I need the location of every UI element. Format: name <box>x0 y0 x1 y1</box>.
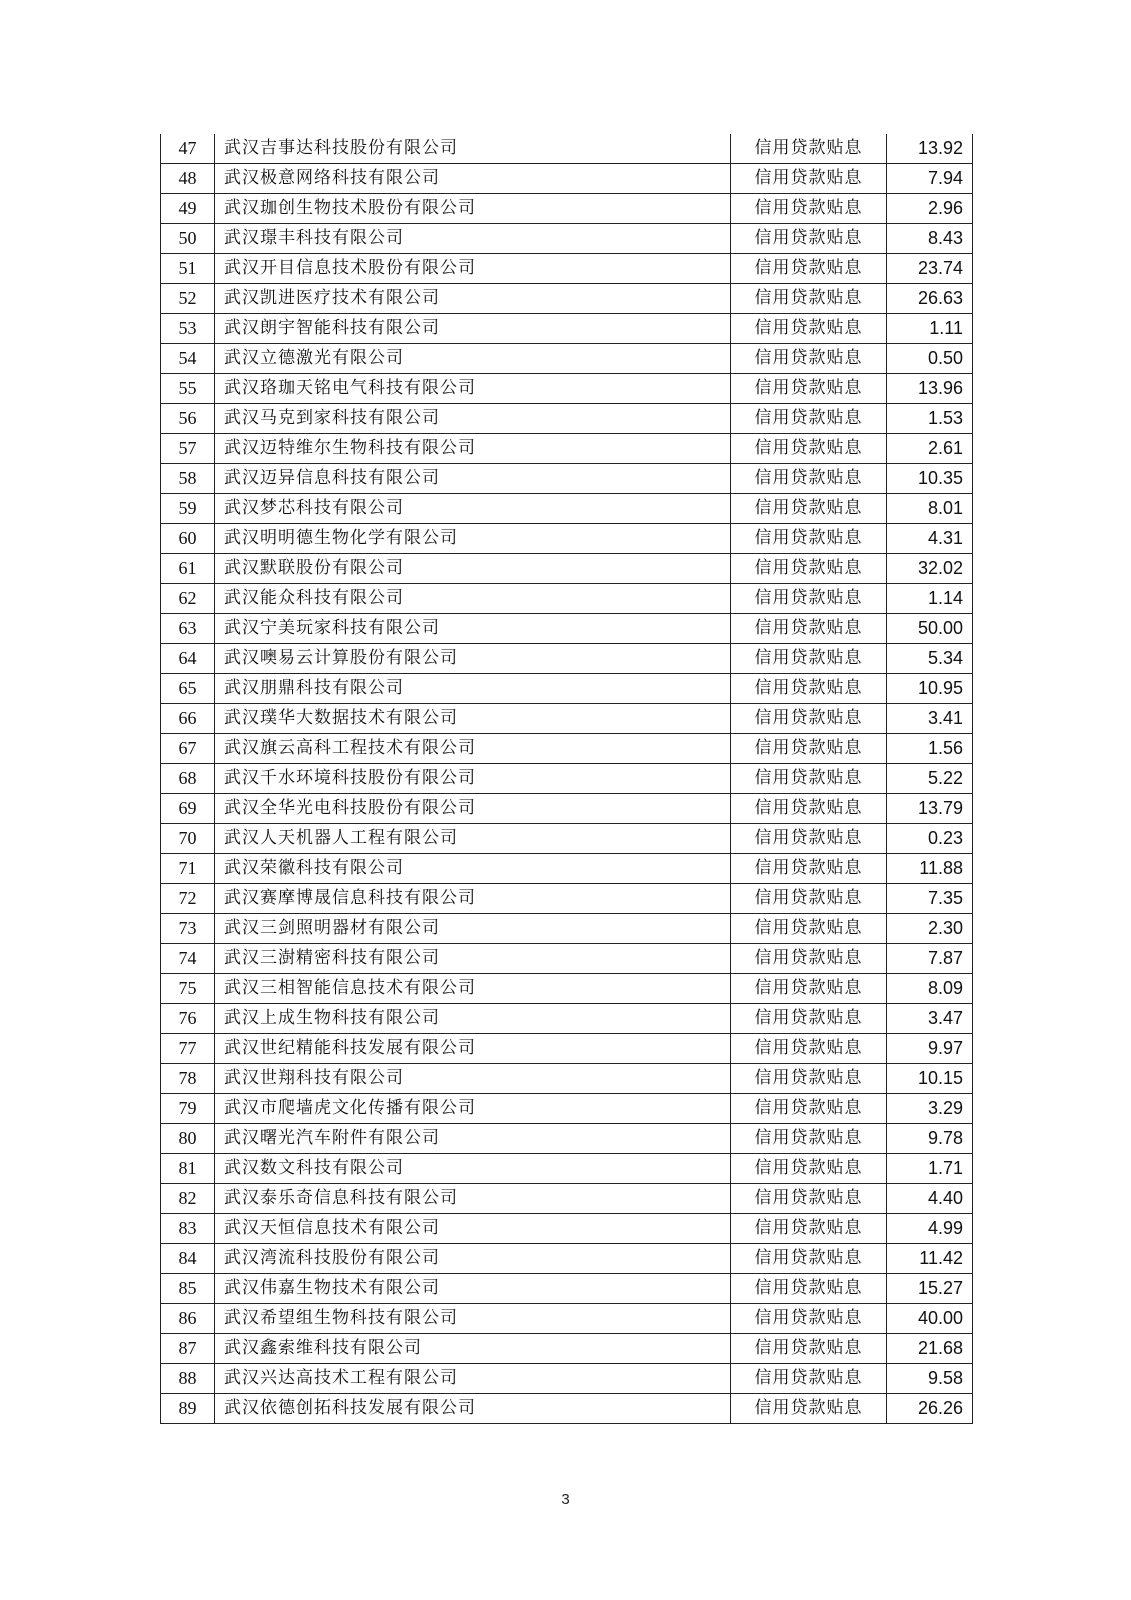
company-name-cell: 武汉迈异信息科技有限公司 <box>215 464 731 494</box>
subsidy-type-cell: 信用贷款贴息 <box>731 764 887 794</box>
row-index-cell: 87 <box>161 1334 215 1364</box>
subsidy-type-cell: 信用贷款贴息 <box>731 1304 887 1334</box>
amount-cell: 8.09 <box>887 974 973 1004</box>
subsidy-type-cell: 信用贷款贴息 <box>731 1124 887 1154</box>
amount-cell: 23.74 <box>887 254 973 284</box>
company-name-cell: 武汉曙光汽车附件有限公司 <box>215 1124 731 1154</box>
row-index-cell: 57 <box>161 434 215 464</box>
company-name-cell: 武汉三相智能信息技术有限公司 <box>215 974 731 1004</box>
table-row <box>161 344 973 374</box>
subsidy-type-cell: 信用贷款贴息 <box>731 1064 887 1094</box>
subsidy-type-cell: 信用贷款贴息 <box>731 794 887 824</box>
amount-cell: 2.61 <box>887 434 973 464</box>
amount-cell: 1.14 <box>887 584 973 614</box>
subsidy-type-cell: 信用贷款贴息 <box>731 734 887 764</box>
subsidy-type-cell: 信用贷款贴息 <box>731 1184 887 1214</box>
table-row <box>161 494 973 524</box>
subsidy-type-cell: 信用贷款贴息 <box>731 1274 887 1304</box>
table-row <box>161 1154 973 1184</box>
amount-cell: 7.35 <box>887 884 973 914</box>
subsidy-type-cell: 信用贷款贴息 <box>731 644 887 674</box>
amount-cell: 9.58 <box>887 1364 973 1394</box>
subsidy-type-cell: 信用贷款贴息 <box>731 404 887 434</box>
company-name-cell: 武汉三澍精密科技有限公司 <box>215 944 731 974</box>
company-name-cell: 武汉吉事达科技股份有限公司 <box>215 134 731 164</box>
table-row <box>161 554 973 584</box>
amount-cell: 13.79 <box>887 794 973 824</box>
amount-cell: 1.53 <box>887 404 973 434</box>
company-name-cell: 武汉世翔科技有限公司 <box>215 1064 731 1094</box>
subsidy-type-cell: 信用贷款贴息 <box>731 1364 887 1394</box>
company-name-cell: 武汉兴达高技术工程有限公司 <box>215 1364 731 1394</box>
company-name-cell: 武汉梦芯科技有限公司 <box>215 494 731 524</box>
table-row <box>161 764 973 794</box>
table-row <box>161 314 973 344</box>
table-row <box>161 194 973 224</box>
table-row <box>161 284 973 314</box>
subsidy-type-cell: 信用贷款贴息 <box>731 704 887 734</box>
company-name-cell: 武汉朋鼎科技有限公司 <box>215 674 731 704</box>
company-name-cell: 武汉全华光电科技股份有限公司 <box>215 794 731 824</box>
row-index-cell: 71 <box>161 854 215 884</box>
table-row <box>161 644 973 674</box>
row-index-cell: 86 <box>161 1304 215 1334</box>
company-name-cell: 武汉极意网络科技有限公司 <box>215 164 731 194</box>
row-index-cell: 58 <box>161 464 215 494</box>
subsidy-type-cell: 信用贷款贴息 <box>731 194 887 224</box>
company-name-cell: 武汉珈创生物技术股份有限公司 <box>215 194 731 224</box>
company-name-cell: 武汉上成生物科技有限公司 <box>215 1004 731 1034</box>
company-name-cell: 武汉迈特维尔生物科技有限公司 <box>215 434 731 464</box>
table-row <box>161 1004 973 1034</box>
subsidy-type-cell: 信用贷款贴息 <box>731 614 887 644</box>
subsidy-type-cell: 信用贷款贴息 <box>731 1244 887 1274</box>
amount-cell: 4.40 <box>887 1184 973 1214</box>
table-row <box>161 1304 973 1334</box>
row-index-cell: 78 <box>161 1064 215 1094</box>
amount-cell: 40.00 <box>887 1304 973 1334</box>
row-index-cell: 85 <box>161 1274 215 1304</box>
subsidy-type-cell: 信用贷款贴息 <box>731 374 887 404</box>
row-index-cell: 51 <box>161 254 215 284</box>
row-index-cell: 56 <box>161 404 215 434</box>
row-index-cell: 67 <box>161 734 215 764</box>
table-row <box>161 434 973 464</box>
row-index-cell: 76 <box>161 1004 215 1034</box>
table-row <box>161 1274 973 1304</box>
company-name-cell: 武汉明明德生物化学有限公司 <box>215 524 731 554</box>
table-row <box>161 1394 973 1424</box>
subsidy-type-cell: 信用贷款贴息 <box>731 344 887 374</box>
table-row <box>161 974 973 1004</box>
row-index-cell: 50 <box>161 224 215 254</box>
company-name-cell: 武汉市爬墙虎文化传播有限公司 <box>215 1094 731 1124</box>
row-index-cell: 62 <box>161 584 215 614</box>
row-index-cell: 61 <box>161 554 215 584</box>
amount-cell: 10.35 <box>887 464 973 494</box>
row-index-cell: 69 <box>161 794 215 824</box>
amount-cell: 1.71 <box>887 1154 973 1184</box>
row-index-cell: 64 <box>161 644 215 674</box>
row-index-cell: 88 <box>161 1364 215 1394</box>
row-index-cell: 48 <box>161 164 215 194</box>
subsidy-type-cell: 信用贷款贴息 <box>731 554 887 584</box>
table-row <box>161 854 973 884</box>
table-body <box>161 134 973 1424</box>
table-row <box>161 1214 973 1244</box>
table-row <box>161 824 973 854</box>
amount-cell: 4.31 <box>887 524 973 554</box>
company-name-cell: 武汉开目信息技术股份有限公司 <box>215 254 731 284</box>
amount-cell: 2.96 <box>887 194 973 224</box>
amount-cell: 8.01 <box>887 494 973 524</box>
company-name-cell: 武汉三剑照明器材有限公司 <box>215 914 731 944</box>
row-index-cell: 79 <box>161 1094 215 1124</box>
table-row <box>161 1094 973 1124</box>
table-row <box>161 464 973 494</box>
amount-cell: 11.88 <box>887 854 973 884</box>
page-number: 3 <box>561 1491 570 1508</box>
amount-cell: 1.11 <box>887 314 973 344</box>
row-index-cell: 54 <box>161 344 215 374</box>
company-name-cell: 武汉伟嘉生物技术有限公司 <box>215 1274 731 1304</box>
amount-cell: 9.78 <box>887 1124 973 1154</box>
row-index-cell: 55 <box>161 374 215 404</box>
table-row <box>161 674 973 704</box>
subsidy-type-cell: 信用贷款贴息 <box>731 1214 887 1244</box>
subsidy-type-cell: 信用贷款贴息 <box>731 434 887 464</box>
subsidy-type-cell: 信用贷款贴息 <box>731 914 887 944</box>
row-index-cell: 84 <box>161 1244 215 1274</box>
company-name-cell: 武汉马克到家科技有限公司 <box>215 404 731 434</box>
subsidy-type-cell: 信用贷款贴息 <box>731 584 887 614</box>
amount-cell: 0.23 <box>887 824 973 854</box>
amount-cell: 11.42 <box>887 1244 973 1274</box>
amount-cell: 7.94 <box>887 164 973 194</box>
subsidy-type-cell: 信用贷款贴息 <box>731 1094 887 1124</box>
subsidy-type-cell: 信用贷款贴息 <box>731 314 887 344</box>
subsidy-type-cell: 信用贷款贴息 <box>731 824 887 854</box>
company-name-cell: 武汉珞珈天铭电气科技有限公司 <box>215 374 731 404</box>
subsidy-type-cell: 信用贷款贴息 <box>731 224 887 254</box>
subsidy-type-cell: 信用贷款贴息 <box>731 284 887 314</box>
table-row <box>161 1064 973 1094</box>
table-row <box>161 254 973 284</box>
row-index-cell: 53 <box>161 314 215 344</box>
subsidy-type-cell: 信用贷款贴息 <box>731 884 887 914</box>
row-index-cell: 66 <box>161 704 215 734</box>
amount-cell: 1.56 <box>887 734 973 764</box>
subsidy-type-cell: 信用贷款贴息 <box>731 674 887 704</box>
amount-cell: 26.26 <box>887 1394 973 1424</box>
company-name-cell: 武汉宁美玩家科技有限公司 <box>215 614 731 644</box>
amount-cell: 7.87 <box>887 944 973 974</box>
amount-cell: 4.99 <box>887 1214 973 1244</box>
amount-cell: 10.15 <box>887 1064 973 1094</box>
table-row <box>161 224 973 254</box>
amount-cell: 32.02 <box>887 554 973 584</box>
company-name-cell: 武汉赛摩博晟信息科技有限公司 <box>215 884 731 914</box>
amount-cell: 3.41 <box>887 704 973 734</box>
row-index-cell: 52 <box>161 284 215 314</box>
company-name-cell: 武汉朗宇智能科技有限公司 <box>215 314 731 344</box>
amount-cell: 0.50 <box>887 344 973 374</box>
subsidy-type-cell: 信用贷款贴息 <box>731 1154 887 1184</box>
subsidy-type-cell: 信用贷款贴息 <box>731 944 887 974</box>
row-index-cell: 89 <box>161 1394 215 1424</box>
table-row <box>161 134 973 164</box>
row-index-cell: 49 <box>161 194 215 224</box>
row-index-cell: 83 <box>161 1214 215 1244</box>
subsidy-type-cell: 信用贷款贴息 <box>731 164 887 194</box>
table-row <box>161 524 973 554</box>
subsidy-type-cell: 信用贷款贴息 <box>731 134 887 164</box>
company-name-cell: 武汉湾流科技股份有限公司 <box>215 1244 731 1274</box>
table-row <box>161 584 973 614</box>
table-row <box>161 614 973 644</box>
amount-cell: 5.34 <box>887 644 973 674</box>
subsidy-type-cell: 信用贷款贴息 <box>731 254 887 284</box>
company-name-cell: 武汉千水环境科技股份有限公司 <box>215 764 731 794</box>
amount-cell: 3.29 <box>887 1094 973 1124</box>
table-row <box>161 1124 973 1154</box>
table-row <box>161 404 973 434</box>
table-row <box>161 374 973 404</box>
table-row <box>161 1244 973 1274</box>
amount-cell: 15.27 <box>887 1274 973 1304</box>
row-index-cell: 59 <box>161 494 215 524</box>
company-name-cell: 武汉数文科技有限公司 <box>215 1154 731 1184</box>
company-name-cell: 武汉天恒信息技术有限公司 <box>215 1214 731 1244</box>
amount-cell: 5.22 <box>887 764 973 794</box>
subsidy-type-cell: 信用贷款贴息 <box>731 524 887 554</box>
row-index-cell: 73 <box>161 914 215 944</box>
row-index-cell: 72 <box>161 884 215 914</box>
amount-cell: 13.92 <box>887 134 973 164</box>
amount-cell: 10.95 <box>887 674 973 704</box>
amount-cell: 2.30 <box>887 914 973 944</box>
table-row <box>161 794 973 824</box>
amount-cell: 21.68 <box>887 1334 973 1364</box>
amount-cell: 9.97 <box>887 1034 973 1064</box>
subsidy-type-cell: 信用贷款贴息 <box>731 494 887 524</box>
subsidy-table <box>160 134 973 1424</box>
row-index-cell: 65 <box>161 674 215 704</box>
row-index-cell: 81 <box>161 1154 215 1184</box>
table-row <box>161 734 973 764</box>
row-index-cell: 82 <box>161 1184 215 1214</box>
table-row <box>161 884 973 914</box>
company-name-cell: 武汉立德激光有限公司 <box>215 344 731 374</box>
company-name-cell: 武汉泰乐奇信息科技有限公司 <box>215 1184 731 1214</box>
subsidy-type-cell: 信用贷款贴息 <box>731 464 887 494</box>
row-index-cell: 74 <box>161 944 215 974</box>
row-index-cell: 63 <box>161 614 215 644</box>
table-row <box>161 1334 973 1364</box>
table-row <box>161 164 973 194</box>
company-name-cell: 武汉依德创拓科技发展有限公司 <box>215 1394 731 1424</box>
company-name-cell: 武汉凯进医疗技术有限公司 <box>215 284 731 314</box>
company-name-cell: 武汉璞华大数据技术有限公司 <box>215 704 731 734</box>
company-name-cell: 武汉希望组生物科技有限公司 <box>215 1304 731 1334</box>
row-index-cell: 68 <box>161 764 215 794</box>
row-index-cell: 47 <box>161 134 215 164</box>
company-name-cell: 武汉旗云高科工程技术有限公司 <box>215 734 731 764</box>
table-row <box>161 944 973 974</box>
subsidy-type-cell: 信用贷款贴息 <box>731 974 887 1004</box>
amount-cell: 13.96 <box>887 374 973 404</box>
company-name-cell: 武汉荣徽科技有限公司 <box>215 854 731 884</box>
table-row <box>161 1184 973 1214</box>
row-index-cell: 80 <box>161 1124 215 1154</box>
amount-cell: 50.00 <box>887 614 973 644</box>
company-name-cell: 武汉默联股份有限公司 <box>215 554 731 584</box>
company-name-cell: 武汉人天机器人工程有限公司 <box>215 824 731 854</box>
table-row <box>161 704 973 734</box>
company-name-cell: 武汉噢易云计算股份有限公司 <box>215 644 731 674</box>
subsidy-type-cell: 信用贷款贴息 <box>731 1034 887 1064</box>
table-row <box>161 914 973 944</box>
amount-cell: 8.43 <box>887 224 973 254</box>
amount-cell: 3.47 <box>887 1004 973 1034</box>
subsidy-table-container <box>160 134 972 1424</box>
subsidy-type-cell: 信用贷款贴息 <box>731 1334 887 1364</box>
row-index-cell: 75 <box>161 974 215 1004</box>
table-row <box>161 1034 973 1064</box>
row-index-cell: 77 <box>161 1034 215 1064</box>
row-index-cell: 70 <box>161 824 215 854</box>
company-name-cell: 武汉世纪精能科技发展有限公司 <box>215 1034 731 1064</box>
company-name-cell: 武汉能众科技有限公司 <box>215 584 731 614</box>
amount-cell: 26.63 <box>887 284 973 314</box>
subsidy-type-cell: 信用贷款贴息 <box>731 1004 887 1034</box>
company-name-cell: 武汉璟丰科技有限公司 <box>215 224 731 254</box>
subsidy-type-cell: 信用贷款贴息 <box>731 1394 887 1424</box>
subsidy-type-cell: 信用贷款贴息 <box>731 854 887 884</box>
company-name-cell: 武汉鑫索维科技有限公司 <box>215 1334 731 1364</box>
table-row <box>161 1364 973 1394</box>
row-index-cell: 60 <box>161 524 215 554</box>
